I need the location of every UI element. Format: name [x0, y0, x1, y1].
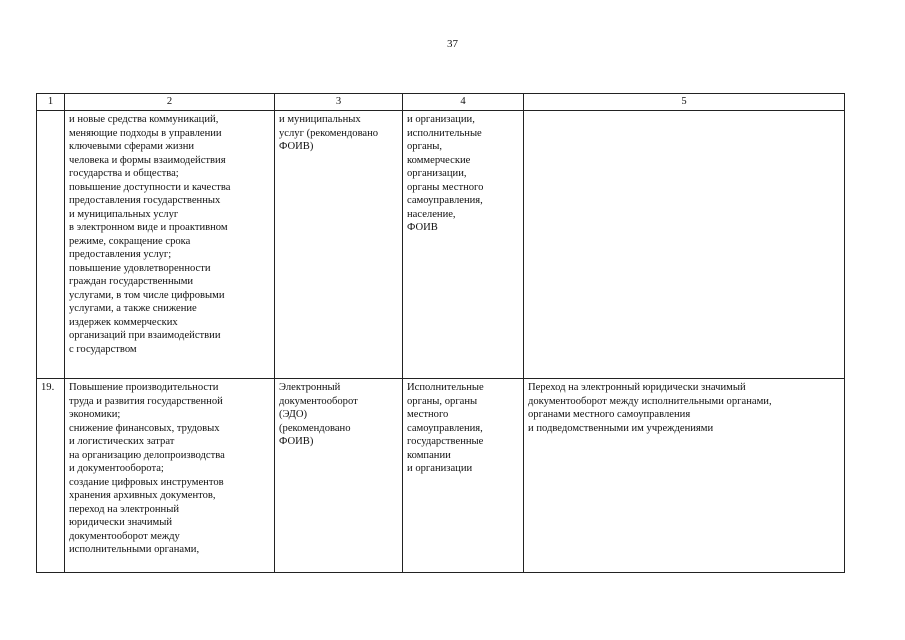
- header-col-4: 4: [403, 94, 524, 111]
- cell-text-line: документооборот между: [69, 530, 180, 542]
- header-col-5: 5: [524, 94, 845, 111]
- goals-cell: [65, 379, 275, 573]
- cell-text-line: повышение удовлетворенности: [69, 262, 211, 274]
- cell-text-line: и организации: [407, 463, 473, 474]
- cell-text-line: и новые средства коммуникаций,: [69, 114, 219, 125]
- cell-text-line: (рекомендовано: [279, 422, 351, 434]
- header-col-2: 2: [65, 94, 275, 111]
- cell-text-line: граждан государственными: [69, 276, 194, 287]
- header-col-3: 3: [275, 94, 403, 111]
- cell-text-line: снижение финансовых, трудовых: [69, 422, 220, 434]
- cell-text-line: самоуправления,: [407, 422, 483, 434]
- header-col-1: 1: [37, 94, 65, 111]
- cell-text-line: ФОИВ): [279, 141, 314, 152]
- cell-text-line: с государством: [69, 343, 137, 355]
- cell-text-line: услуг (рекомендовано: [279, 127, 379, 139]
- table-row: [37, 379, 845, 573]
- participants-cell: [403, 379, 524, 573]
- cell-text-line: документооборот между исполнительными органами,: [528, 395, 772, 407]
- cell-text-line: создание цифровых инструментов: [69, 476, 224, 488]
- cell-text-line: государственные: [407, 436, 484, 447]
- cell-text-line: и муниципальных услуг: [69, 208, 179, 220]
- cell-text-line: предоставления государственных: [69, 195, 221, 206]
- cell-text-line: режиме, сокращение срока: [69, 235, 191, 247]
- page-number: 37: [447, 38, 458, 50]
- cell-text-line: и подведомственными им учреждениями: [528, 422, 714, 434]
- cell-text-line: организации,: [407, 168, 467, 179]
- cell-text-line: органы местного: [407, 181, 484, 193]
- cell-text-line: ключевыми сферами жизни: [69, 141, 195, 152]
- cell-text-line: экономики;: [69, 409, 121, 420]
- cell-text-line: хранения архивных документов,: [69, 490, 216, 501]
- row-number-cell: 19.: [37, 379, 65, 573]
- cell-text-line: юридически значимый: [69, 517, 173, 528]
- cell-text-line: и документооборота;: [69, 463, 164, 474]
- description-cell: [524, 111, 845, 379]
- cell-text-line: исполнительными органами,: [69, 544, 200, 555]
- cell-text-line: документооборот: [279, 395, 358, 407]
- cell-text-line: государства и общества;: [69, 168, 179, 179]
- cell-text-line: и логистических затрат: [69, 436, 175, 447]
- cell-text-line: на организацию делопроизводства: [69, 449, 225, 461]
- cell-text-line: (ЭДО): [279, 409, 308, 420]
- cell-text-line: переход на электронный: [69, 503, 180, 515]
- cell-text-line: предоставления услуг;: [69, 249, 172, 260]
- cell-text-line: органы,: [407, 141, 443, 152]
- description-cell: [524, 379, 845, 573]
- cell-text-line: услугами, а также снижение: [69, 303, 197, 314]
- cell-text-line: органы, органы: [407, 395, 478, 407]
- goals-cell: [65, 111, 275, 379]
- service-cell: [275, 379, 403, 573]
- cell-text-line: население,: [407, 208, 456, 220]
- cell-text-line: коммерческие: [407, 154, 471, 166]
- cell-text-line: услугами, в том числе цифровыми: [69, 289, 225, 301]
- cell-text-line: местного: [407, 409, 449, 420]
- cell-text-line: и организации,: [407, 114, 475, 125]
- cell-text-line: исполнительные: [407, 127, 482, 139]
- participants-cell: [403, 111, 524, 379]
- cell-text-line: повышение доступности и качества: [69, 181, 231, 193]
- cell-text-line: издержек коммерческих: [69, 316, 178, 328]
- cell-text-line: организаций при взаимодействии: [69, 330, 221, 341]
- table-header-row: [37, 94, 845, 111]
- table-row: [37, 111, 845, 379]
- service-cell: [275, 111, 403, 379]
- cell-text-line: ФОИВ: [407, 222, 438, 233]
- cell-text-line: Исполнительные: [407, 382, 484, 393]
- cell-text-line: труда и развития государственной: [69, 395, 223, 407]
- cell-text-line: Электронный: [279, 382, 341, 393]
- cell-text-line: Повышение производительности: [69, 382, 219, 393]
- document-table: [36, 93, 845, 573]
- cell-text-line: компании: [407, 449, 451, 461]
- cell-text-line: и муниципальных: [279, 114, 361, 125]
- cell-text-line: органами местного самоуправления: [528, 409, 691, 420]
- row-number-cell: [37, 111, 65, 379]
- cell-text-line: в электронном виде и проактивном: [69, 222, 228, 233]
- cell-text-line: ФОИВ): [279, 436, 314, 447]
- cell-text-line: человека и формы взаимодействия: [69, 154, 226, 166]
- cell-text-line: самоуправления,: [407, 195, 483, 206]
- cell-text-line: меняющие подходы в управлении: [69, 127, 222, 139]
- cell-text-line: Переход на электронный юридически значимый: [528, 382, 746, 393]
